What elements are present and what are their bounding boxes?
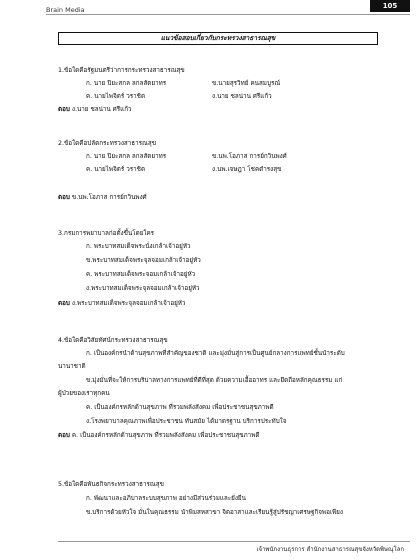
q1-choice-c: ค. นายไพจิตร์ วราชิต <box>86 93 146 100</box>
q2-choice-c: ค. นายไพจิตร์ วราชิต <box>86 166 146 173</box>
q3-choice-d: ง.พระบาทสมเด็จพระจุลจอมเกล้าเจ้าอยู่หัว <box>86 285 200 292</box>
q4-question: 4.ข้อใดคือวิสัยทัศน์กระทรวงสาธารณสุข <box>58 337 168 344</box>
header-divider <box>46 14 410 15</box>
q1-answer <box>58 105 132 114</box>
page-number: 105 <box>370 0 410 12</box>
q2-answer <box>58 193 147 202</box>
q4-answer <box>58 431 259 440</box>
answer-text: ง.พระบาทสมเด็จพระจุลจอมเกล้าเจ้าอยู่หัว <box>71 300 186 307</box>
q3-choice-b: ข.พระบาทสมเด็จพระจุลจอมเกล้าเจ้าอยู่หัว <box>86 257 201 264</box>
answer-label: ตอบ <box>58 300 70 307</box>
q3-question: 3.กรมการพยาบาลก่อตั้งขึ้นโดยใคร <box>58 230 155 237</box>
publisher-name: Brain Media <box>46 6 85 14</box>
answer-label: ตอบ <box>58 194 70 201</box>
q1-choice-b: ข.นายสุรวิทย์ คนสมบูรณ์ <box>212 80 281 87</box>
footer-text: เจ้าพนักงานธุรการ สำนักงานสาธารณสุขจังหวัดพิษณุโลก <box>256 546 404 553</box>
answer-label: ตอบ <box>58 106 70 113</box>
answer-label: ตอบ <box>58 432 70 439</box>
q4-choice-a-cont: นานาชาติ <box>58 363 86 370</box>
q4-choice-d: ง.โรงพยาบาลคุณภาพเพื่อประชาชน ทันสมัย ได้มาตรฐาน บริการประทับใจ <box>86 418 287 425</box>
answer-text: ค. เป็นองค์กรหลักด้านสุขภาพ ที่รวมพลังสังคม เพื่อประชาชนสุขภาพดี <box>71 432 260 439</box>
q2-choice-b: ข.นพ.โอภาส การย์กวินพงศ์ <box>212 153 287 160</box>
answer-text: ข.นพ.โอภาส การย์กวินพงศ์ <box>71 194 147 201</box>
document-title: แนวข้อสอบเกี่ยวกับกระทรวงสาธารณสุข <box>58 32 378 45</box>
q3-choice-a: ก. พระบาทสมเด็จพระนั่งเกล้าเจ้าอยู่หัว <box>86 243 191 250</box>
q4-choice-c: ค. เป็นองค์กรหลักด้านสุขภาพ ที่รวมพลังสังคม เพื่อประชาชนสุขภาพดี <box>86 404 274 411</box>
q5-choice-a: ก. พัฒนาและอภิบาลระบบสุขภาพ อย่างมีส่วนร่วมและยั่งยืน <box>86 495 246 502</box>
q2-question: 2.ข้อใดคือปลัดกระทรวงสาธารณสุข <box>58 140 157 147</box>
q4-choice-b-cont: ผู้ป่วยของเราทุกคน <box>58 390 110 397</box>
q5-question: 5.ข้อใดคือพันธกิจกระทรวงสาธารณสุข <box>58 481 164 488</box>
q1-choice-a: ก. นาย ปิยะสกล ลกลสัตยาทร <box>86 80 167 87</box>
q3-choice-c: ค. พระบาทสมเด็จพระจอมเกล้าเจ้าอยู่หัว <box>86 271 196 278</box>
q1-choice-d: ง.นาย ชลน่าน ศรีแก้ว <box>212 93 272 100</box>
q5-choice-b: ข.บริการด้วยหัวใจ มั่นในคุณธรรม นำพิมสหสาขา จิตอาสาและเรียนรู้สู่ปรัชญาเศรษฐกิจพอเพียง <box>86 509 343 516</box>
q2-choice-a: ก. นาย ปิยะสกล ลกลสัตยาทร <box>86 153 167 160</box>
q1-question: 1.ข้อใดคือรัฐมนตรีว่าการกระทรวงสาธารณสุข <box>58 67 185 74</box>
q3-answer <box>58 299 185 308</box>
answer-text: ง.นาย ชลน่าน ศรีแก้ว <box>71 106 132 113</box>
footer-divider <box>58 541 410 542</box>
q4-choice-b: ข.มุ่งมั่นที่จะให้การบริบาลทางการแพทย์ที่ดีที่สุด ด้วยความเอื้ออาทร และยึดถือหลักคุณธรรม แก่ <box>86 377 343 384</box>
q2-choice-d: ง.นพ.เจษฎา โชคดำรงสุข <box>212 166 282 173</box>
q4-choice-a: ก. เป็นองค์กรนำด้านสุขภาพที่สำคัญของชาติ และมุ่งมั่นสู่การเป็นศูนย์กลางการแพทย์ชั้นนำระดับ <box>86 350 345 357</box>
